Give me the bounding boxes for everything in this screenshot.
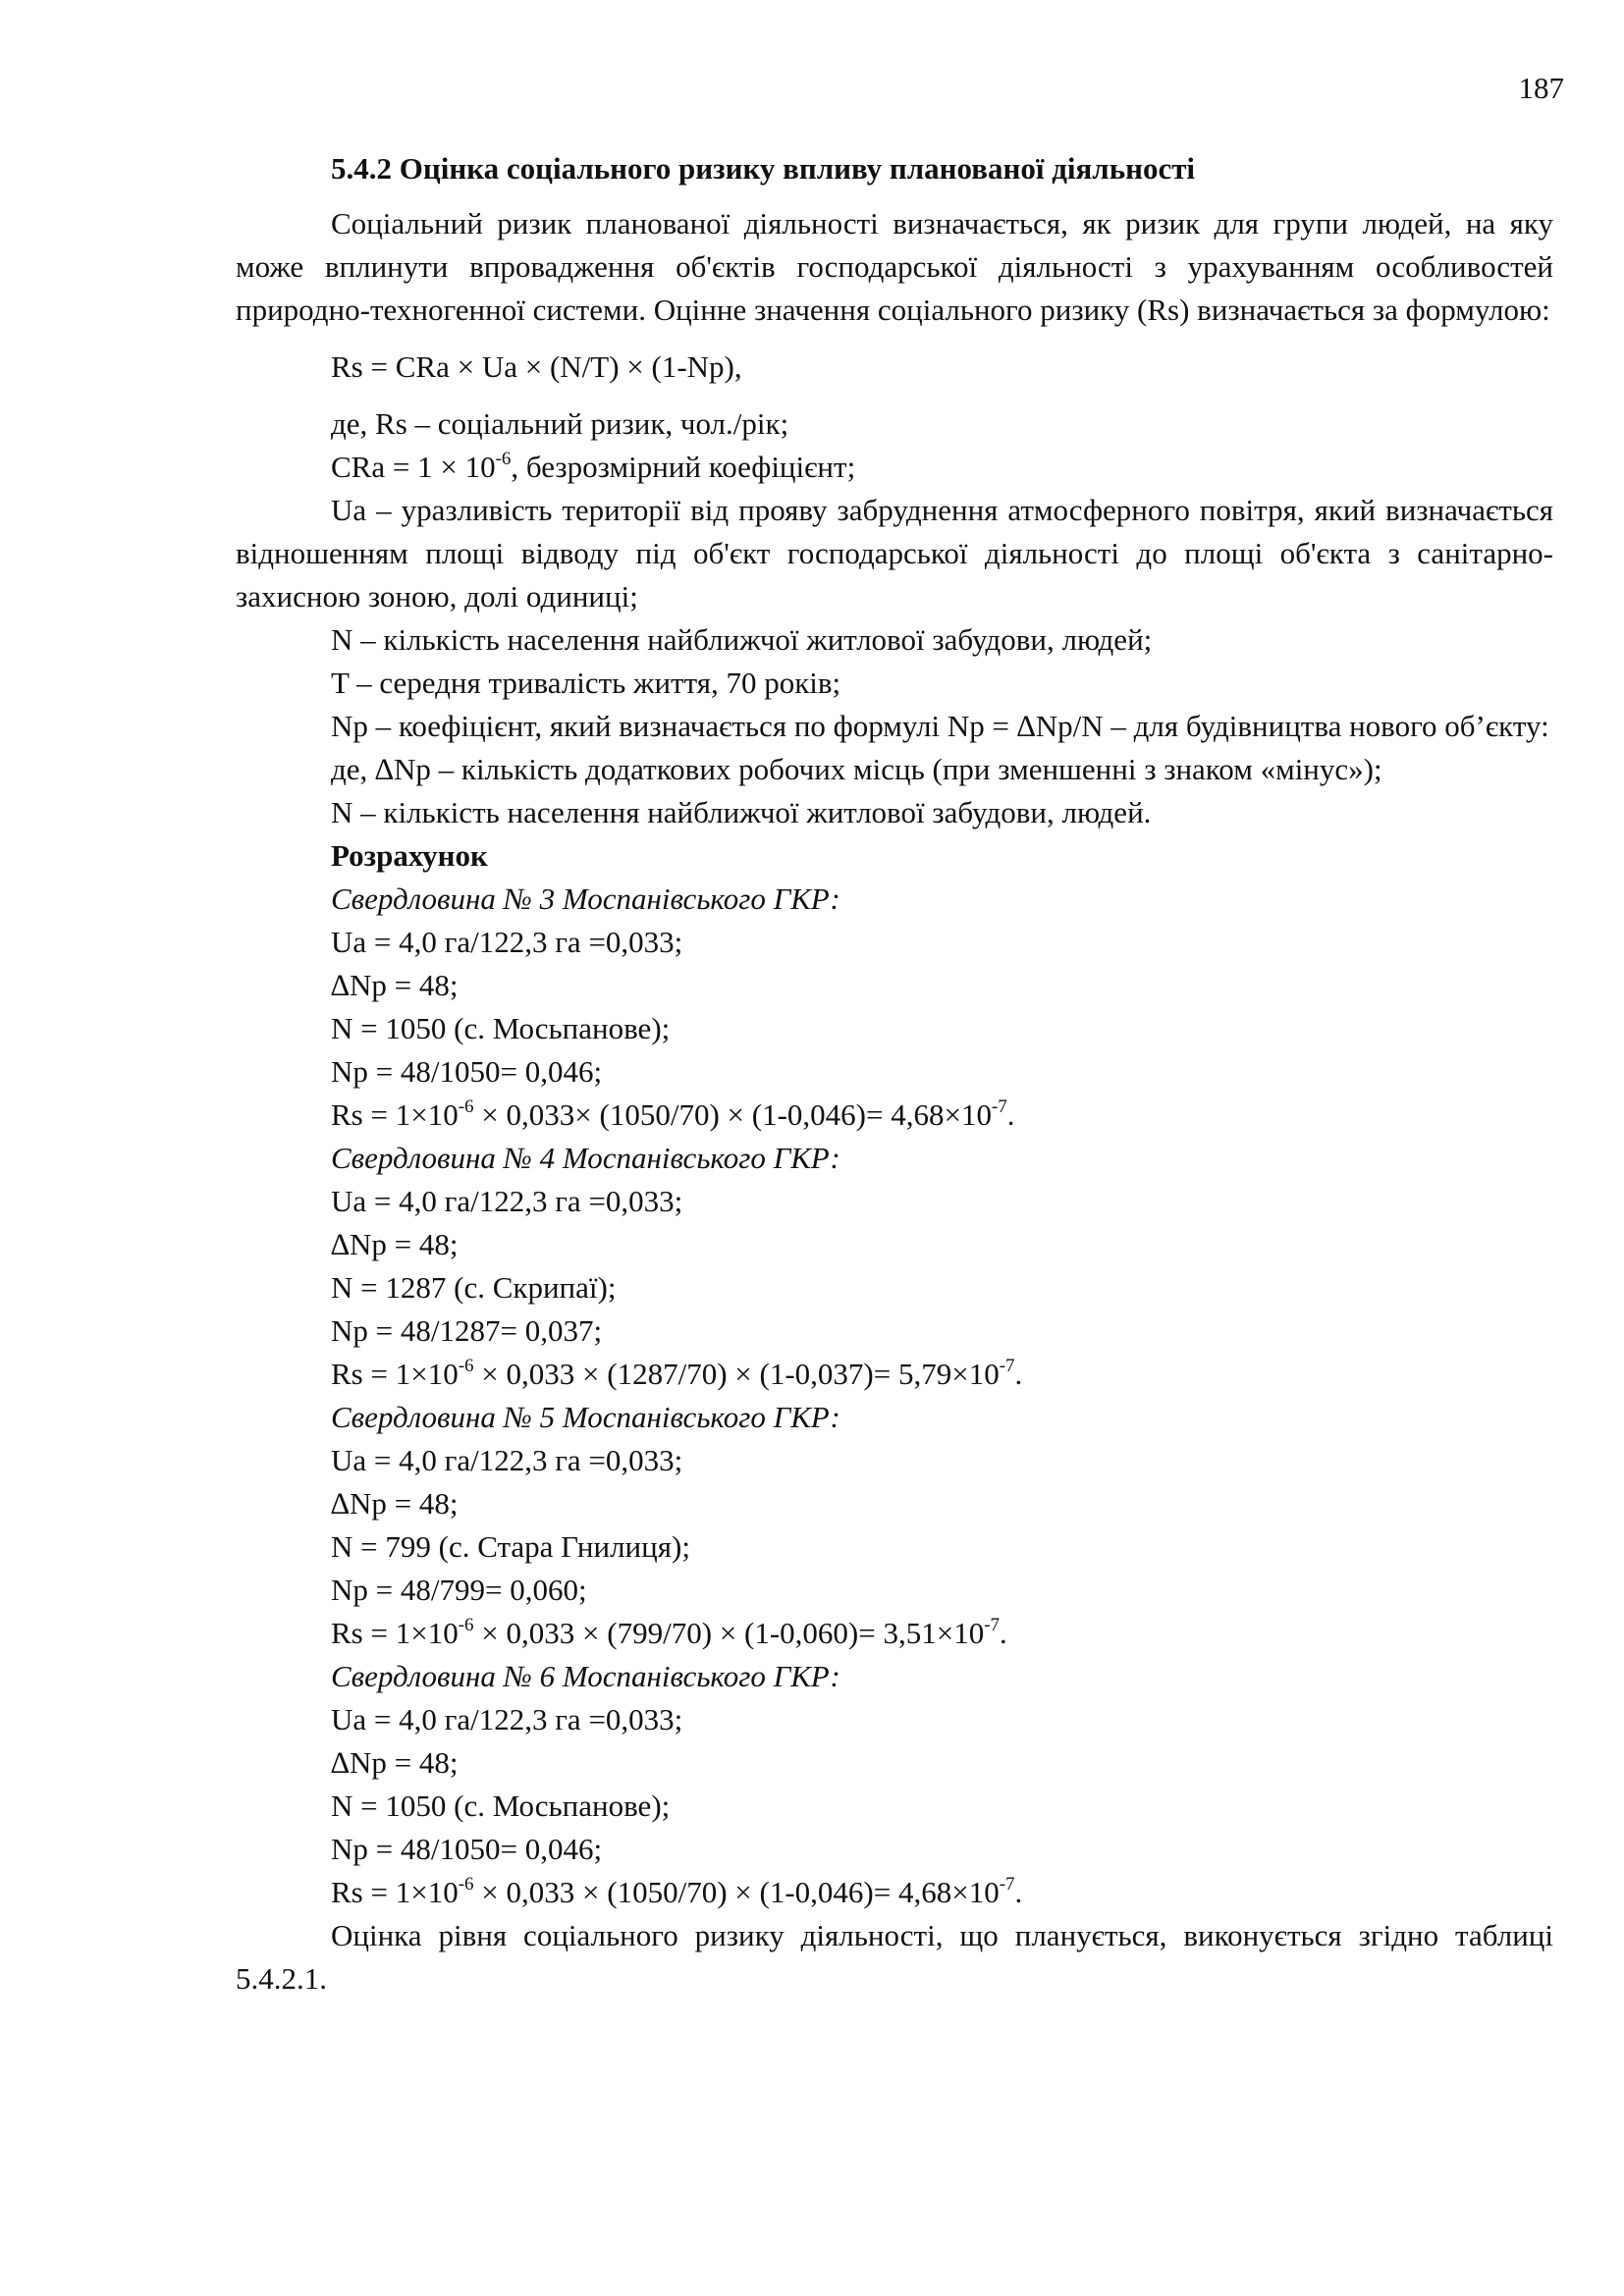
rs-exponent-2: -7 xyxy=(984,1614,1001,1635)
rs-part-c: . xyxy=(1006,1097,1015,1132)
rs-part-b: × 0,033× (1050/70) × (1-0,046)= 4,68×10 xyxy=(473,1097,992,1132)
cra-base: CRa = 1 × 10 xyxy=(331,450,496,484)
well-title: Свердловина № 6 Моспанівського ГКР: xyxy=(331,1659,840,1693)
rs-part-b: × 0,033 × (799/70) × (1-0,060)= 3,51×10 xyxy=(473,1616,985,1650)
well-block xyxy=(236,1137,1553,1396)
definition-n-repeat: N – кількість населення найближчої житлової забудови, людей. xyxy=(331,795,1152,829)
well-title: Свердловина № 3 Моспанівського ГКР: xyxy=(331,881,840,916)
well-rs-result xyxy=(236,1871,1553,1914)
cra-exponent: -6 xyxy=(495,448,512,469)
page-number: 187 xyxy=(1518,71,1564,105)
well-np: Np = 48/1287= 0,037; xyxy=(331,1313,603,1348)
risk-formula: Rs = CRa × Ua × (N/T) × (1-Np), xyxy=(331,349,742,384)
rs-part-c: . xyxy=(1000,1616,1007,1650)
rs-exponent-1: -6 xyxy=(458,1095,474,1117)
well-np: Np = 48/1050= 0,046; xyxy=(331,1832,603,1866)
well-title: Свердловина № 5 Моспанівського ГКР: xyxy=(331,1400,840,1434)
well-ua: Ua = 4,0 га/122,3 га =0,033; xyxy=(331,1443,683,1477)
definition-delta-np: де, ∆Np – кількість додаткових робочих місць (при зменшенні з знаком «мінус»); xyxy=(331,752,1382,786)
definition-t: T – середня тривалість життя, 70 років; xyxy=(331,666,841,700)
rs-exponent-1: -6 xyxy=(458,1614,474,1635)
well-delta-np: ∆Np = 48; xyxy=(331,1745,459,1780)
well-rs-result xyxy=(236,1612,1553,1655)
well-ua: Ua = 4,0 га/122,3 га =0,033; xyxy=(331,925,683,959)
rs-part-a: Rs = 1×10 xyxy=(331,1357,459,1391)
rs-part-a: Rs = 1×10 xyxy=(331,1875,459,1909)
well-rs-result xyxy=(236,1094,1553,1137)
rs-exponent-2: -7 xyxy=(991,1095,1007,1117)
intro-paragraph: Соціальний ризик планованої діяльності визначається, як ризик для групи людей, на яку може вплинути впровадження об'єктів господарської діяльності з урахуванням особливостей природно-техногенної системи. Оцінне значення соціального ризику (Rs) визначається за формулою: xyxy=(236,206,1553,327)
well-n: N = 1050 (с. Мосьпанове); xyxy=(331,1011,671,1045)
rs-part-a: Rs = 1×10 xyxy=(331,1097,459,1132)
rs-exponent-2: -7 xyxy=(999,1355,1015,1376)
definition-ua: Ua – уразливість території від прояву забруднення атмосферного повітря, який визначається відношенням площі відводу під об'єкт господарської діяльності до площі об'єкта з санітарно-захисною зоною, долі одиниці; xyxy=(236,493,1553,614)
rs-exponent-1: -6 xyxy=(458,1355,474,1376)
well-rs-result xyxy=(236,1353,1553,1396)
rs-part-b: × 0,033 × (1287/70) × (1-0,037)= 5,79×10 xyxy=(473,1357,1000,1391)
definition-cra xyxy=(236,446,1553,489)
definition-rs: де, Rs – соціальний ризик, чол./рік; xyxy=(331,406,789,441)
rs-exponent-1: -6 xyxy=(458,1873,474,1895)
conclusion-paragraph: Оцінка рівня соціального ризику діяльності, що планується, виконується згідно таблиці 5.4.2.1. xyxy=(236,1918,1553,1996)
well-block xyxy=(236,878,1553,1137)
well-block xyxy=(236,1655,1553,1914)
well-np: Np = 48/799= 0,060; xyxy=(331,1573,587,1607)
definition-np: Np – коефіцієнт, який визначається по формулі Np = ∆Np/N – для будівництва нового об’єкту: xyxy=(331,709,1549,743)
well-n: N = 799 (с. Стара Гнилиця); xyxy=(331,1529,690,1564)
well-delta-np: ∆Np = 48; xyxy=(331,1486,459,1521)
well-delta-np: ∆Np = 48; xyxy=(331,1227,459,1261)
rs-exponent-2: -7 xyxy=(999,1873,1015,1895)
well-calculations xyxy=(236,878,1553,1914)
page-content xyxy=(236,147,1553,2001)
well-n: N = 1287 (с. Скрипаї); xyxy=(331,1270,617,1305)
well-np: Np = 48/1050= 0,046; xyxy=(331,1054,603,1089)
well-ua: Ua = 4,0 га/122,3 га =0,033; xyxy=(331,1184,683,1218)
well-block xyxy=(236,1396,1553,1655)
cra-suffix: , безрозмірний коефіцієнт; xyxy=(511,450,856,484)
well-delta-np: ∆Np = 48; xyxy=(331,968,459,1002)
well-n: N = 1050 (с. Мосьпанове); xyxy=(331,1789,671,1823)
definition-n: N – кількість населення найближчої житлової забудови, людей; xyxy=(331,622,1153,657)
calculation-title: Розрахунок xyxy=(331,838,488,873)
rs-part-b: × 0,033 × (1050/70) × (1-0,046)= 4,68×10 xyxy=(473,1875,1000,1909)
rs-part-c: . xyxy=(1014,1357,1023,1391)
well-title: Свердловина № 4 Моспанівського ГКР: xyxy=(331,1141,840,1175)
well-ua: Ua = 4,0 га/122,3 га =0,033; xyxy=(331,1702,683,1736)
rs-part-a: Rs = 1×10 xyxy=(331,1616,459,1650)
rs-part-c: . xyxy=(1014,1875,1023,1909)
section-heading: 5.4.2 Оцінка соціального ризику впливу планованої діяльності xyxy=(331,151,1196,186)
